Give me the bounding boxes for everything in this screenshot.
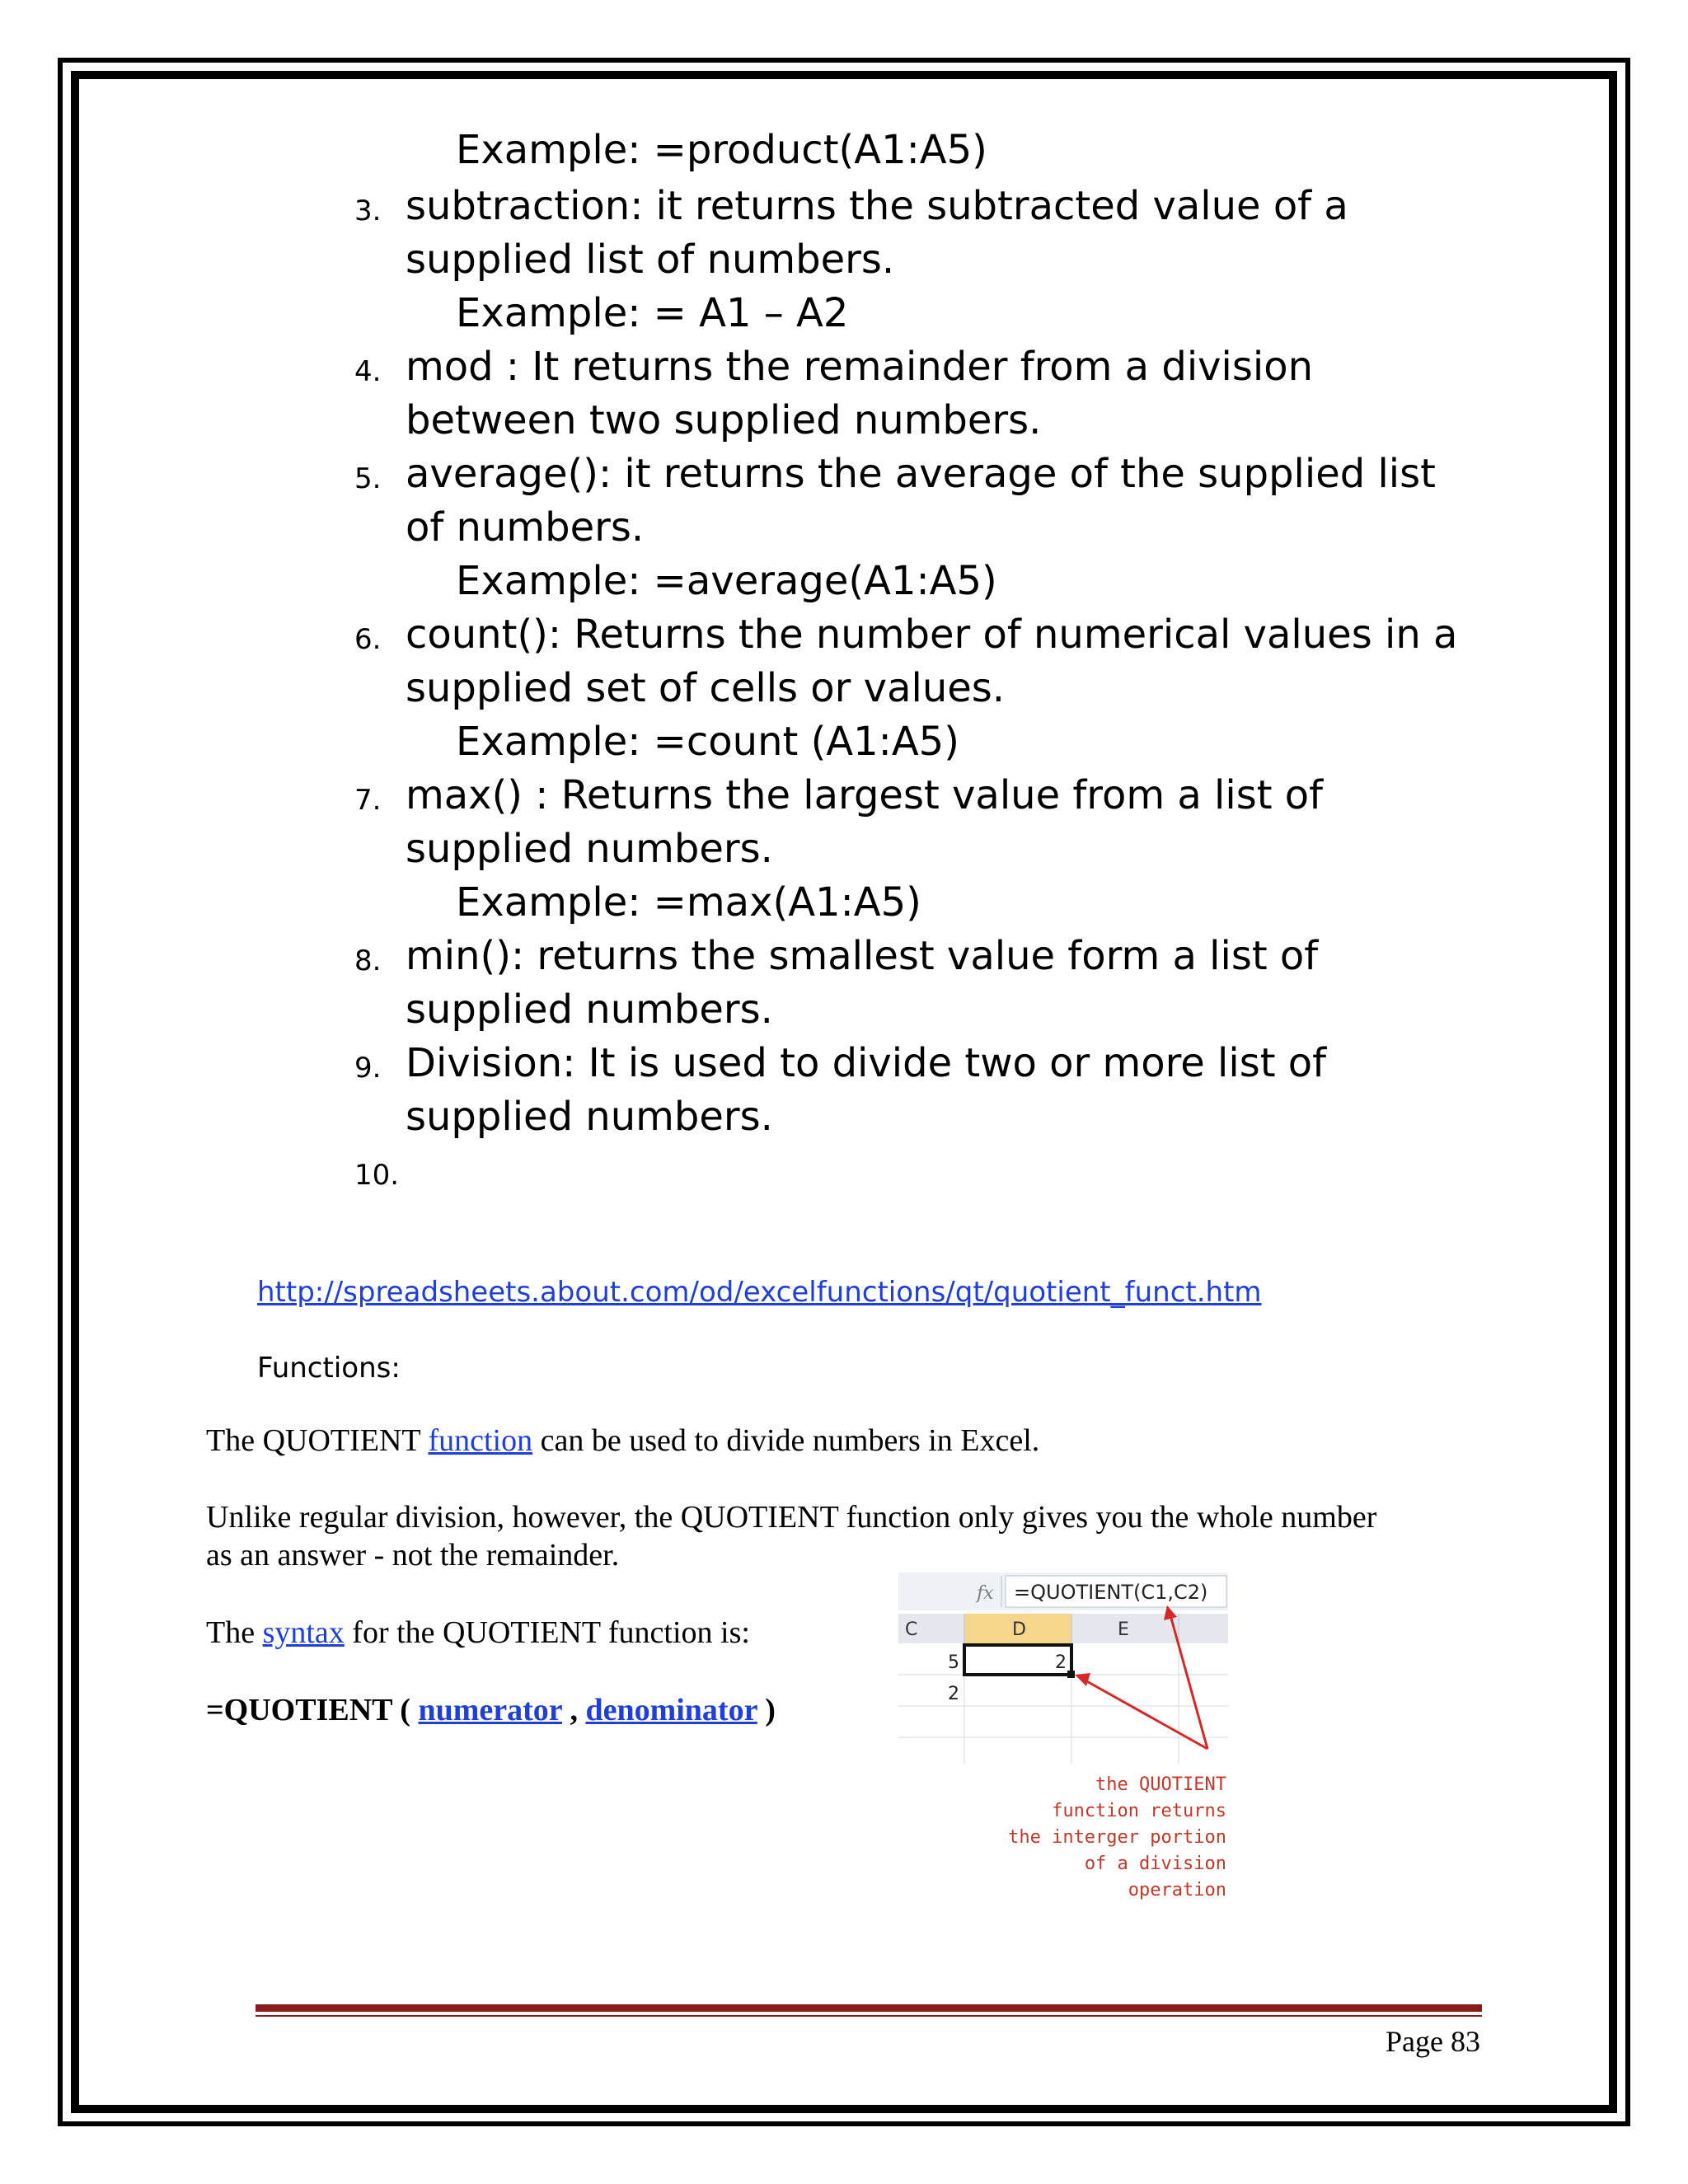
syntax-formula	[206, 1691, 776, 1729]
example-subtraction: Example: = A1 – A2	[456, 290, 849, 336]
list-text: max() : Returns the largest value from a list of supplied numbers.	[406, 772, 1324, 872]
list-number: 9.	[354, 1052, 382, 1085]
list-number: 5.	[354, 462, 382, 495]
column-header-c: C	[905, 1619, 918, 1640]
syntax-link[interactable]: syntax	[262, 1615, 345, 1650]
text-span: The	[206, 1615, 263, 1650]
text-span: ,	[561, 1693, 586, 1727]
note-line: operation	[1128, 1880, 1226, 1900]
paragraph-syntax	[206, 1614, 750, 1652]
cell-d1: 2	[1055, 1652, 1067, 1673]
formula-text: =QUOTIENT(C1,C2)	[1014, 1581, 1208, 1604]
note-line: of a division	[1084, 1854, 1226, 1874]
column-header-e: E	[1118, 1619, 1129, 1640]
cell-c1: 5	[948, 1652, 959, 1673]
numerator-link[interactable]: numerator	[418, 1693, 562, 1727]
list-text: mod : It returns the remainder from a division between two supplied numbers.	[406, 344, 1314, 443]
example-count: Example: =count (A1:A5)	[456, 719, 959, 765]
list-number: 4.	[354, 355, 382, 388]
denominator-link[interactable]: denominator	[585, 1693, 757, 1727]
text-span: for the QUOTIENT function is:	[344, 1615, 750, 1650]
text-span: The QUOTIENT	[206, 1423, 429, 1458]
fx-icon: fx	[977, 1583, 994, 1604]
example-average: Example: =average(A1:A5)	[456, 558, 997, 604]
list-number: 7.	[354, 784, 382, 817]
text-span: )	[757, 1693, 776, 1727]
paragraph-line: as an answer - not the remainder.	[206, 1538, 620, 1572]
text-span: can be used to divide numbers in Excel.	[532, 1423, 1040, 1458]
text-span: =QUOTIENT (	[206, 1693, 419, 1727]
column-header-d: D	[1012, 1619, 1026, 1640]
page-number: Page 83	[1386, 2025, 1480, 2058]
paragraph-quotient-intro	[206, 1422, 1039, 1460]
paragraph-unlike	[206, 1498, 1376, 1574]
list-number: 3.	[354, 194, 382, 227]
fill-handle	[1067, 1671, 1075, 1678]
list-text: Division: It is used to divide two or more list of supplied numbers.	[406, 1040, 1327, 1140]
list-number: 8.	[354, 944, 382, 977]
paragraph-line: Unlike regular division, however, the QUOTIENT function only gives you the whole number	[206, 1500, 1377, 1535]
note-line: function returns	[1052, 1801, 1226, 1821]
footer-rule-thin	[256, 2015, 1482, 2017]
function-link[interactable]: function	[428, 1423, 533, 1458]
list-text: average(): it returns the average of the supplied list of numbers.	[406, 451, 1436, 551]
reference-link[interactable]: http://spreadsheets.about.com/od/excelfunctions/qt/quotient_funct.htm	[257, 1276, 1262, 1309]
list-number: 10.	[354, 1159, 400, 1192]
note-line: the interger portion	[1008, 1827, 1226, 1848]
cell-c2: 2	[948, 1684, 959, 1704]
example-product: Example: =product(A1:A5)	[456, 127, 987, 173]
note-line: the QUOTIENT	[1095, 1774, 1226, 1795]
excel-quotient-illustration	[898, 1566, 1228, 1904]
list-number: 6.	[354, 623, 382, 656]
list-text: count(): Returns the number of numerical values in a supplied set of cells or values.	[406, 612, 1458, 711]
list-text: min(): returns the smallest value form a list of supplied numbers.	[406, 933, 1319, 1033]
functions-label: Functions:	[257, 1352, 401, 1385]
footer-rule	[256, 2004, 1482, 2012]
list-text: subtraction: it returns the subtracted value of a supplied list of numbers.	[406, 183, 1348, 283]
example-max: Example: =max(A1:A5)	[456, 879, 921, 926]
